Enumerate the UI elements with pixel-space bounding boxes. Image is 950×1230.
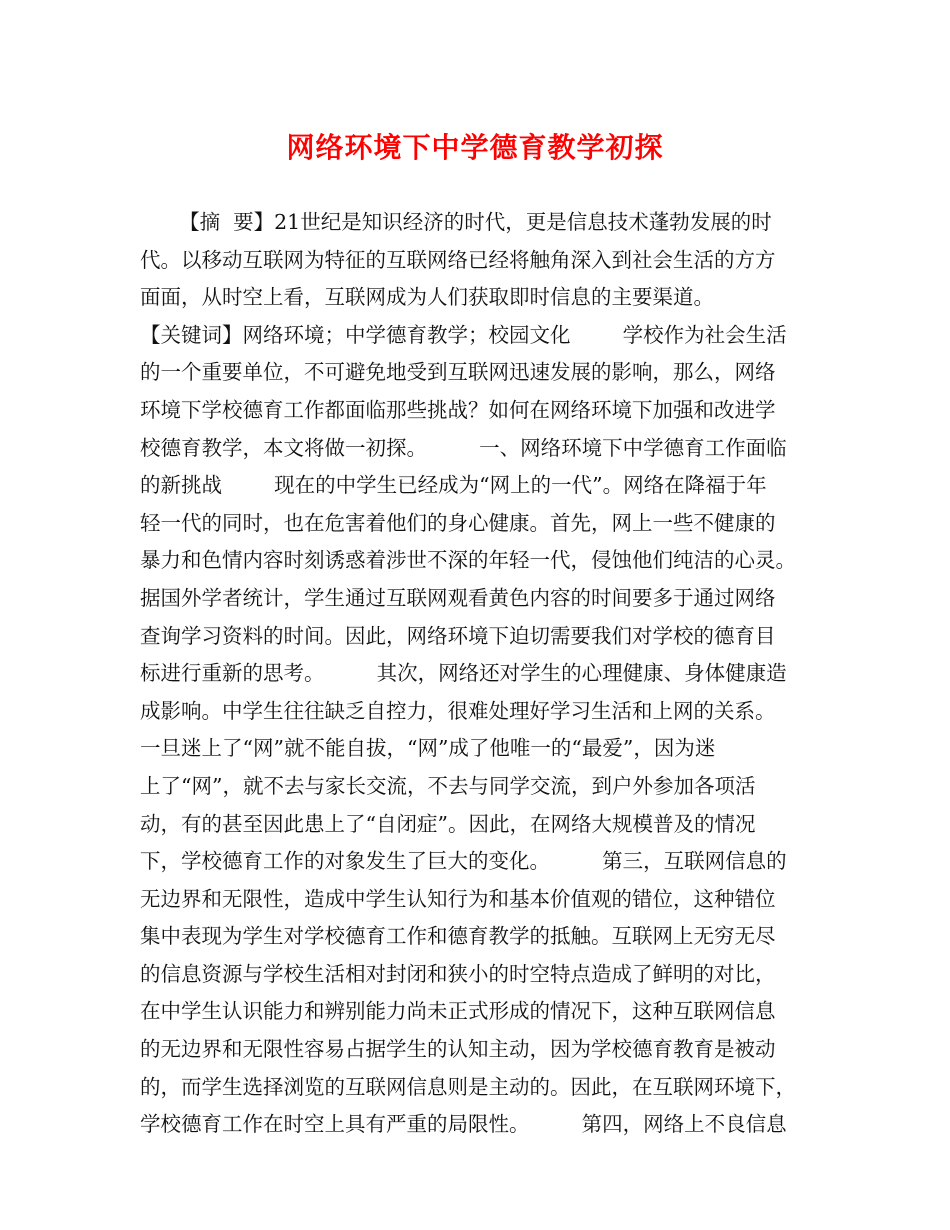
body-line: 的信息资源与学校生活相对封闭和狭小的时空特点造成了鲜明的对比，: [140, 961, 776, 986]
body-line: 的新挑战 现在的中学生已经成为“网上的一代”。网络在降福于年: [140, 473, 767, 498]
body-line: 无边界和无限性，造成中学生认知行为和基本价值观的错位，这种错位: [140, 886, 776, 911]
body-line: 的无边界和无限性容易占据学生的认知主动，因为学校德育教育是被动: [140, 1037, 776, 1062]
body-line: 据国外学者统计，学生通过互联网观看黄色内容的时间要多于通过网络: [140, 585, 776, 610]
body-line: 【关键词】网络环境；中学德育教学；校园文化 学校作为社会生活: [140, 322, 787, 347]
body-line: 标进行重新的思考。 其次，网络还对学生的心理健康、身体健康造: [140, 661, 787, 686]
body-line: 环境下学校德育工作都面临那些挑战？如何在网络环境下加强和改进学: [140, 397, 776, 422]
document-title: 网络环境下中学德育教学初探: [286, 131, 664, 164]
body-line: 查询学习资料的时间。因此，网络环境下迫切需要我们对学校的德育目: [140, 623, 776, 648]
body-line: 学校德育工作在时空上具有严重的局限性。 第四，网络上不良信息: [140, 1112, 787, 1137]
body-line: 集中表现为学生对学校德育工作和德育教学的抵触。互联网上无穷无尽: [140, 924, 776, 949]
body-line: 成影响。中学生往往缺乏自控力，很难处理好学习生活和上网的关系。: [140, 698, 776, 723]
body-line: 动，有的甚至因此患上了“自闭症”。因此，在网络大规模普及的情况: [140, 811, 756, 836]
body-line: 轻一代的同时，也在危害着他们的身心健康。首先，网上一些不健康的: [140, 510, 776, 535]
body-line: 下，学校德育工作的对象发生了巨大的变化。 第三，互联网信息的: [140, 849, 787, 874]
body-line: 一旦迷上了“网”就不能自拔，“网”成了他唯一的“最爱”，因为迷: [140, 736, 716, 761]
document-body: [140, 204, 830, 1144]
body-line: 校德育教学，本文将做一初探。 一、网络环境下中学德育工作面临: [140, 435, 787, 460]
body-line: 上了“网”，就不去与家长交流，不去与同学交流，到户外参加各项活: [140, 773, 756, 798]
body-line: 在中学生认识能力和辨别能力尚未正式形成的情况下，这种互联网信息: [140, 999, 776, 1024]
body-line: 面面，从时空上看，互联网成为人们获取即时信息的主要渠道。: [140, 285, 714, 310]
body-line: 【摘 要】21世纪是知识经济的时代，更是信息技术蓬勃发展的时: [140, 210, 772, 234]
body-line: 暴力和色情内容时刻诱惑着涉世不深的年轻一代，侵蚀他们纯洁的心灵。: [140, 548, 796, 573]
body-line: 代。以移动互联网为特征的互联网络已经将触角深入到社会生活的方方: [140, 247, 776, 272]
body-line: 的一个重要单位，不可避免地受到互联网迅速发展的影响，那么，网络: [140, 360, 776, 385]
body-line: 的，而学生选择浏览的互联网信息则是主动的。因此，在互联网环境下，: [140, 1074, 796, 1099]
